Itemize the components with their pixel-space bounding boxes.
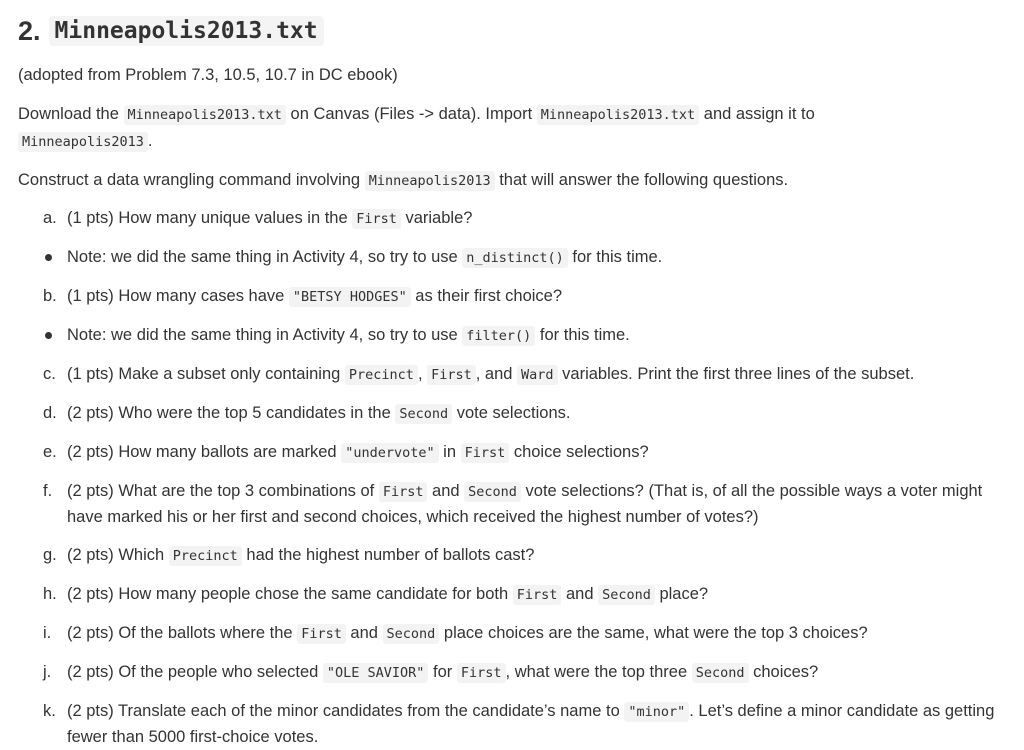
text-run: . Let’s define a minor candidate as getting fewer than 5000 first-choice votes. (67, 702, 995, 746)
question-item (18, 582, 1006, 608)
text-run: on Canvas (Files -> data). Import (285, 105, 537, 123)
text-run: for this time. (567, 248, 663, 266)
text-run: Note: we did the same thing in Activity 4, so try to use (67, 326, 463, 344)
inline-code: "OLE SAVIOR" (323, 663, 429, 683)
inline-code: First (427, 365, 476, 385)
text-run: (2 pts) Who were the top 5 candidates in the (67, 404, 396, 422)
page-title (18, 12, 1006, 50)
inline-code: Second (692, 663, 749, 683)
question-item (18, 699, 1006, 750)
text-run: , and (475, 365, 518, 383)
text-run: (2 pts) How many ballots are marked (67, 443, 342, 461)
text-run: (1 pts) How many unique values in the (67, 209, 353, 227)
inline-code: Ward (517, 365, 558, 385)
question-item (18, 362, 1006, 388)
note-item (18, 323, 1006, 349)
inline-code: First (352, 209, 401, 229)
text-run: and assign it to (699, 105, 815, 123)
inline-code: Minneapolis2013.txt (124, 105, 286, 125)
question-list (18, 206, 1006, 750)
inline-code: "minor" (624, 702, 689, 722)
question-item (18, 401, 1006, 427)
text-run: variables. Print the first three lines of the subset. (557, 365, 915, 383)
inline-code: Precinct (345, 365, 418, 385)
text-run: (2 pts) Of the ballots where the (67, 624, 298, 642)
text-run: and (427, 482, 465, 500)
text-run: place? (654, 585, 709, 603)
list-marker: j. (43, 663, 52, 681)
inline-code: Minneapolis2013 (18, 132, 148, 152)
text-run: (2 pts) Of the people who selected (67, 663, 323, 681)
list-marker: b. (43, 287, 57, 305)
inline-code: Precinct (169, 546, 242, 566)
text-run: for this time. (535, 326, 630, 344)
text-run: (1 pts) Make a subset only containing (67, 365, 345, 383)
title-filename: Minneapolis2013.txt (49, 16, 324, 46)
text-run: (2 pts) Translate each of the minor candidates from the candidate’s name to (67, 702, 625, 720)
note-item (18, 245, 1006, 271)
section-number: 2. (18, 15, 41, 46)
text-run: (2 pts) How many people chose the same candidate for both (67, 585, 513, 603)
question-item (18, 543, 1006, 569)
list-marker: h. (43, 585, 57, 603)
inline-code: "undervote" (341, 443, 438, 463)
question-item (18, 206, 1006, 232)
text-run: variable? (400, 209, 473, 227)
list-marker: i. (43, 624, 52, 642)
list-marker: f. (43, 482, 53, 500)
text-run: (2 pts) Which (67, 546, 169, 564)
list-marker: g. (43, 546, 57, 564)
source-note: (adopted from Problem 7.3, 10.5, 10.7 in DC ebook) (18, 66, 398, 84)
text-run: choice selections? (509, 443, 649, 461)
text-run: choices? (748, 663, 819, 681)
text-run: (1 pts) How many cases have (67, 287, 289, 305)
inline-code: "BETSY HODGES" (289, 287, 411, 307)
inline-code: Second (464, 482, 521, 502)
list-marker: e. (43, 443, 57, 461)
bullet-icon (45, 254, 52, 261)
text-run: Note: we did the same thing in Activity 4, so try to use (67, 248, 463, 266)
inline-code: First (461, 443, 510, 463)
text-run: Download the (18, 105, 124, 123)
text-run: Construct a data wrangling command involving (18, 171, 365, 189)
construct-instructions (18, 167, 1006, 194)
text-run: that will answer the following questions. (494, 171, 789, 189)
text-run: place choices are the same, what were the top 3 choices? (439, 624, 868, 642)
list-marker: d. (43, 404, 57, 422)
text-run: vote selections. (452, 404, 571, 422)
question-item (18, 660, 1006, 686)
text-run: . (147, 132, 153, 150)
bullet-icon (45, 332, 52, 339)
text-run: , (417, 365, 428, 383)
question-item (18, 440, 1006, 466)
list-marker: a. (43, 209, 57, 227)
inline-code: First (297, 624, 346, 644)
inline-code: n_distinct() (462, 248, 568, 268)
text-run: and (561, 585, 599, 603)
question-item (18, 621, 1006, 647)
inline-code: First (513, 585, 562, 605)
text-run: in (438, 443, 461, 461)
text-run: vote selections? (That is, of all the possible ways a voter might have marked his or her first and second choices, which received the highest number of votes?) (67, 482, 983, 526)
text-run: , what were the top three (505, 663, 692, 681)
text-run: as their first choice? (410, 287, 563, 305)
inline-code: Second (395, 404, 452, 424)
inline-code: Minneapolis2013.txt (537, 105, 699, 125)
list-marker: c. (43, 365, 56, 383)
inline-code: First (379, 482, 428, 502)
list-marker: k. (43, 702, 56, 720)
inline-code: Second (598, 585, 655, 605)
inline-code: First (457, 663, 506, 683)
inline-code: filter() (462, 326, 535, 346)
text-run: and (345, 624, 383, 642)
inline-code: Minneapolis2013 (365, 171, 495, 191)
download-instructions (18, 101, 1006, 155)
text-run: had the highest number of ballots cast? (241, 546, 535, 564)
inline-code: Second (383, 624, 440, 644)
text-run: for (428, 663, 457, 681)
text-run: (2 pts) What are the top 3 combinations of (67, 482, 379, 500)
question-item (18, 284, 1006, 310)
question-item (18, 479, 1006, 530)
